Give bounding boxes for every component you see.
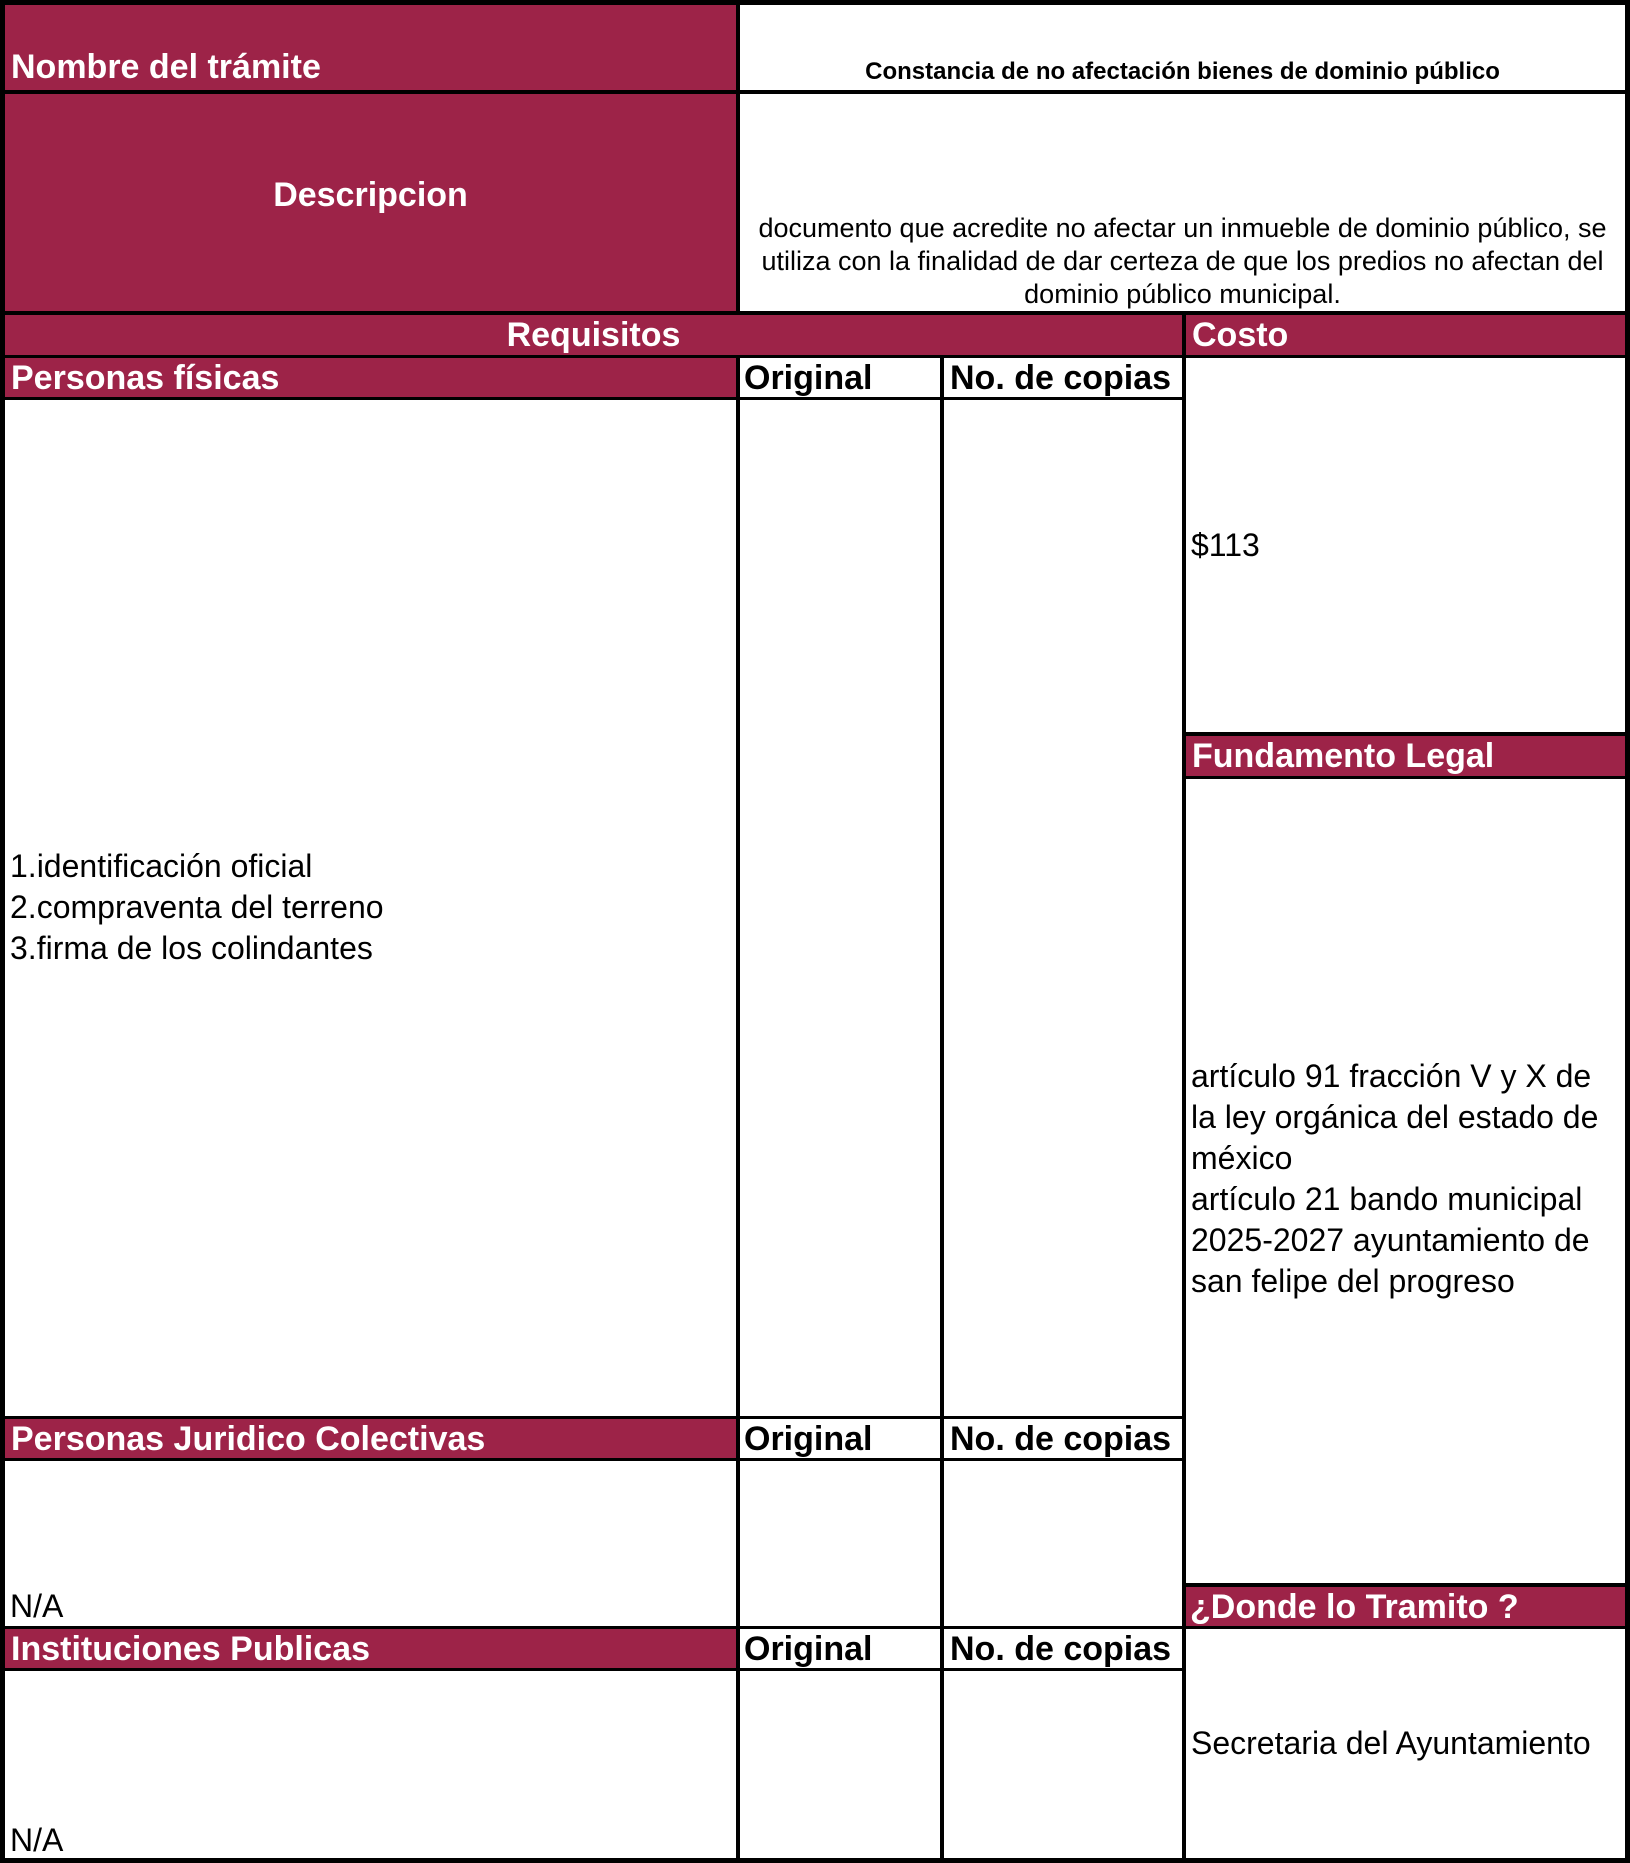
instituciones-value: N/A bbox=[10, 1822, 64, 1858]
divider bbox=[940, 355, 944, 1863]
tramite-name-label: Nombre del trámite bbox=[5, 5, 736, 90]
divider bbox=[0, 355, 1630, 358]
personas-fisicas-requirements bbox=[10, 846, 730, 969]
divider bbox=[0, 1458, 1186, 1461]
fundamento-value: artículo 91 fracción V y X de la ley orgánica del estado de méxico artículo 21 bando municipal 2025-2027 ayuntamiento de san felipe del progreso bbox=[1191, 1058, 1599, 1299]
original-header-juridicas: Original bbox=[744, 1419, 873, 1458]
divider bbox=[0, 1668, 1186, 1671]
requirement-item: 2.compraventa del terreno bbox=[10, 889, 384, 925]
divider bbox=[0, 90, 1630, 94]
divider bbox=[0, 397, 1186, 400]
border-top bbox=[0, 0, 1630, 5]
tramite-name-value: Constancia de no afectación bienes de dominio público bbox=[865, 58, 1500, 85]
fundamento-label: Fundamento Legal bbox=[1186, 736, 1625, 776]
copies-header-juridicas: No. de copias bbox=[950, 1419, 1172, 1458]
requisitos-title: Requisitos bbox=[5, 315, 1182, 355]
divider bbox=[1182, 776, 1630, 779]
copies-header-instituciones: No. de copias bbox=[950, 1629, 1172, 1668]
original-header-instituciones: Original bbox=[744, 1629, 873, 1668]
border-left bbox=[0, 0, 5, 1863]
divider bbox=[736, 355, 740, 1863]
costo-value: $113 bbox=[1191, 527, 1260, 563]
divider bbox=[0, 311, 1630, 315]
donde-value: Secretaria del Ayuntamiento bbox=[1191, 1725, 1591, 1761]
divider bbox=[736, 0, 740, 315]
divider bbox=[1182, 1583, 1630, 1587]
costo-label: Costo bbox=[1186, 315, 1625, 355]
border-bottom bbox=[0, 1858, 1630, 1863]
original-header-fisicas: Original bbox=[744, 358, 873, 397]
description-label: Descripcion bbox=[5, 94, 736, 311]
personas-fisicas-label: Personas físicas bbox=[5, 358, 736, 397]
divider bbox=[1182, 732, 1630, 736]
instituciones-label: Instituciones Publicas bbox=[5, 1629, 736, 1668]
divider bbox=[1182, 311, 1186, 1863]
requirement-item: 1.identificación oficial bbox=[10, 848, 313, 884]
divider bbox=[1182, 1626, 1630, 1629]
personas-juridicas-value: N/A bbox=[10, 1588, 64, 1624]
copies-header-fisicas: No. de copias bbox=[950, 358, 1172, 397]
requirement-item: 3.firma de los colindantes bbox=[10, 930, 373, 966]
description-value: documento que acredite no afectar un inmueble de dominio público, se utiliza con la finalidad de dar certeza de que los predios no afectan del dominio público municipal. bbox=[758, 213, 1607, 309]
personas-juridicas-label: Personas Juridico Colectivas bbox=[5, 1419, 736, 1458]
donde-label: ¿Donde lo Tramito ? bbox=[1186, 1587, 1625, 1626]
divider bbox=[0, 1416, 1186, 1419]
divider bbox=[0, 1626, 1186, 1629]
